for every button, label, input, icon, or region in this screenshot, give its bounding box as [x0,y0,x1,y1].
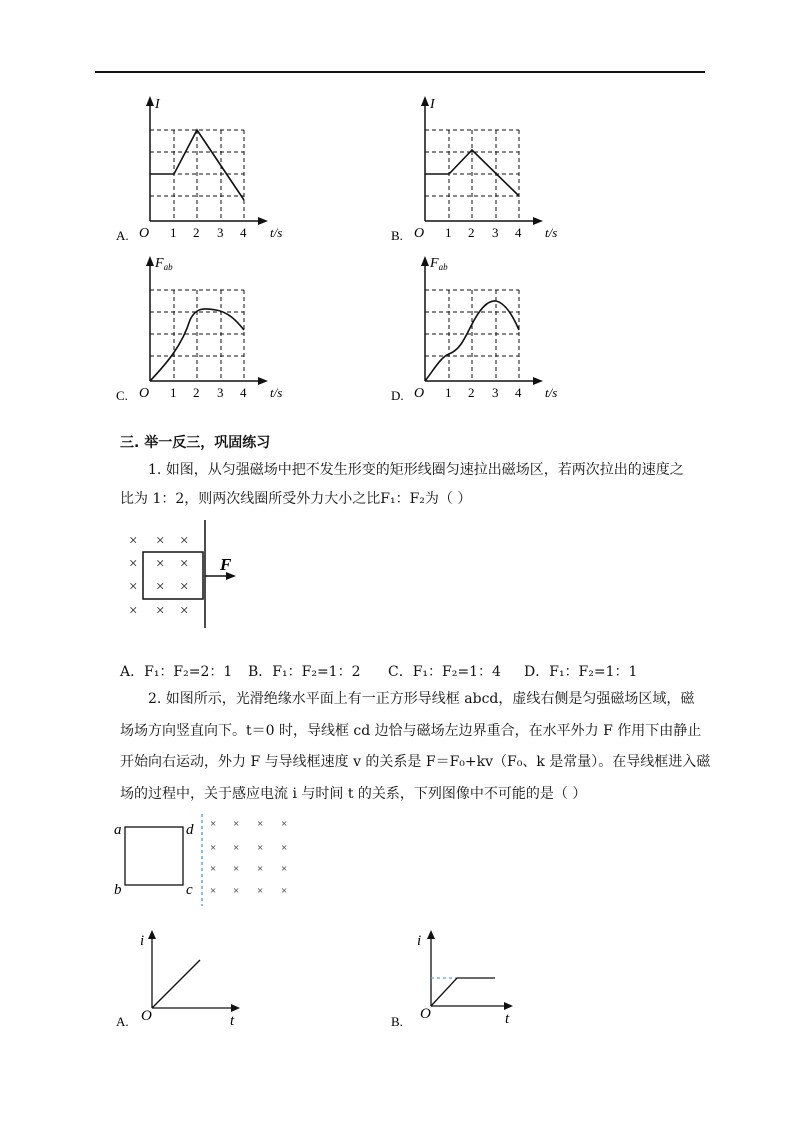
option-label: A. [116,228,129,243]
svg-text:×: × [257,885,264,897]
data-line [152,960,200,1008]
graph-D-force [385,250,585,410]
tick-label: 4 [515,385,522,400]
svg-text:×: × [210,885,217,897]
graph-C-force [110,250,310,410]
field-cross-marks [210,818,287,897]
square-loop [125,827,183,885]
q2-text-line1: 2. 如图所示，光滑绝缘水平面上有一正方形导线框 abcd，虚线右侧是匀强磁场区域，磁 [148,691,695,707]
svg-text:×: × [129,579,138,595]
svg-text:×: × [156,533,165,549]
tick-label: 1 [445,385,452,400]
svg-text:×: × [281,863,288,875]
x-axis-arrow [533,217,543,225]
svg-text:×: × [129,603,138,619]
q2-graph-A [110,922,280,1034]
q1-option-a[interactable]: A．F₁：F₂=2：1 [120,664,233,680]
option-label: C. [116,388,128,403]
option-label: A. [116,1014,129,1029]
x-axis-arrow [504,1002,513,1010]
section-heading: 三. 举一反三，巩固练习 [120,435,271,451]
field-cross-marks [129,533,188,619]
tick-label: 3 [492,385,499,400]
q1-text-line1: 1. 如图，从匀强磁场中把不发生形变的矩形线圈匀速拉出磁场区，若两次拉出的速度之 [148,462,684,478]
corner-c: c [186,882,193,898]
y-label: i [140,933,145,949]
svg-text:×: × [281,818,288,830]
svg-text:×: × [180,556,189,572]
origin-label: O [414,386,425,401]
q1-option-c[interactable]: C．F₁：F₂=1：4 [388,664,501,680]
x-label: t/s [545,385,558,400]
svg-text:×: × [257,863,264,875]
origin-label: O [420,1006,431,1022]
y-label: i [417,933,422,949]
svg-text:×: × [281,842,288,854]
origin-label: O [414,226,425,241]
y-axis-arrow [148,930,156,939]
y-axis-arrow [421,96,429,106]
origin-label: O [139,386,150,401]
tick-label: 2 [468,385,475,400]
svg-text:×: × [180,579,189,595]
svg-text:×: × [233,818,240,830]
x-label: t [230,1013,235,1029]
svg-text:×: × [129,556,138,572]
tick-label: 4 [240,385,247,400]
svg-text:×: × [257,818,264,830]
data-line [431,978,495,1006]
tick-label: 2 [468,225,475,240]
x-axis-arrow [258,377,268,385]
corner-d: d [186,822,194,838]
origin-label: O [139,226,150,241]
force-label: F [220,555,232,574]
svg-text:×: × [210,842,217,854]
x-label: t [505,1011,510,1027]
tick-label: 2 [193,225,200,240]
x-label: t/s [270,385,283,400]
option-label: B. [391,228,403,243]
coil-rectangle [143,552,203,599]
header-rule [95,71,705,73]
svg-text:×: × [210,818,217,830]
origin-label: O [141,1008,152,1024]
tick-label: 3 [217,225,224,240]
x-axis-arrow [258,217,268,225]
tick-label: 3 [217,385,224,400]
x-axis-arrow [231,1004,240,1012]
tick-label: 2 [193,385,200,400]
q1-option-b[interactable]: B．F₁：F₂=1：2 [248,664,361,680]
tick-label: 1 [170,385,177,400]
svg-text:×: × [257,842,264,854]
graph-B-current [385,90,585,250]
option-label: D. [391,388,404,403]
tick-label: 4 [240,225,247,240]
q1-text-line2: 比为 1：2，则两次线圈所受外力大小之比F₁：F₂为（ ） [120,491,472,507]
q2-graph-B [385,922,555,1034]
x-label: t/s [270,225,283,240]
tick-label: 1 [170,225,177,240]
svg-text:×: × [233,842,240,854]
q2-square-loop-figure [110,812,310,908]
x-label: t/s [545,225,558,240]
svg-text:×: × [156,579,165,595]
svg-text:×: × [233,863,240,875]
svg-text:×: × [210,863,217,875]
svg-text:×: × [156,603,165,619]
y-axis-arrow [146,96,154,106]
svg-text:×: × [180,533,189,549]
x-axis-arrow [533,377,543,385]
y-label: $F_{ab}$ [430,256,448,272]
y-axis-arrow [427,930,435,939]
y-axis-arrow [421,256,429,266]
svg-text:×: × [281,885,288,897]
q1-option-d[interactable]: D．F₁：F₂=1：1 [524,664,638,680]
y-label: $F_{ab}$ [155,256,173,272]
q2-text-line3: 开始向右运动，外力 F 与导线框速度 v 的关系是 F＝F₀+kv（F₀、k 是常量）。在导线框进入磁 [120,754,711,770]
svg-text:×: × [180,603,189,619]
y-label: I [155,97,160,112]
svg-text:×: × [156,556,165,572]
q2-text-line4: 场的过程中，关于感应电流 i 与时间 t 的关系，下列图像中不可能的是（ ） [120,786,587,802]
svg-text:×: × [233,885,240,897]
y-label: I [430,97,435,112]
y-axis-arrow [146,256,154,266]
q1-magnetic-field-figure [118,520,258,630]
tick-label: 1 [445,225,452,240]
graph-A-current [110,90,310,250]
tick-label: 3 [492,225,499,240]
tick-label: 4 [515,225,522,240]
option-label: B. [391,1014,403,1029]
corner-a: a [114,822,122,838]
corner-b: b [114,882,122,898]
svg-text:×: × [129,533,138,549]
q2-text-line2: 场场方向竖直向下。t＝0 时，导线框 cd 边恰与磁场左边界重合，在水平外力 F 作用下由静止 [120,723,702,739]
